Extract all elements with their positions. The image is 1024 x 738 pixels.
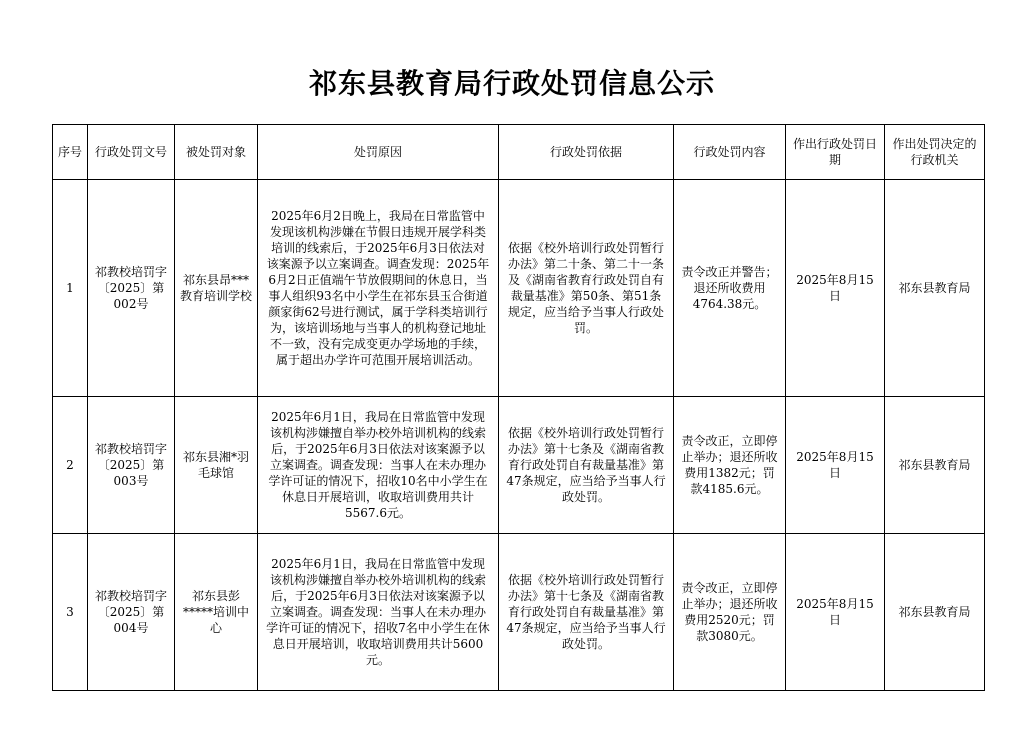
cell-doc-no: 祁教校培罚字〔2025〕第003号 (88, 397, 175, 534)
header-authority: 作出处罚决定的行政机关 (885, 125, 985, 180)
cell-content: 责令改正，立即停止举办；退还所收费用2520元；罚款3080元。 (674, 534, 786, 691)
cell-date: 2025年8月15日 (786, 397, 885, 534)
cell-reason: 2025年6月1日，我局在日常监管中发现该机构涉嫌擅自举办校外培训机构的线索后，于2025年6月3日依法对该案源予以立案调查。调查发现：当事人在未办理办学许可证的情况下，招收10名中小学生在休息日开展培训，收取培训费用共计5567.6元。 (258, 397, 499, 534)
cell-content: 责令改正并警告；退还所收费用4764.38元。 (674, 180, 786, 397)
table-header-row (53, 125, 985, 180)
cell-doc-no: 祁教校培罚字〔2025〕第004号 (88, 534, 175, 691)
penalty-table (52, 124, 985, 691)
page-title: 祁东县教育局行政处罚信息公示 (308, 67, 715, 100)
cell-target: 祁东县彭*****培训中心 (175, 534, 258, 691)
cell-content: 责令改正，立即停止举办；退还所收费用1382元；罚款4185.6元。 (674, 397, 786, 534)
header-date: 作出行政处罚日期 (786, 125, 885, 180)
header-reason: 处罚原因 (258, 125, 499, 180)
header-basis: 行政处罚依据 (499, 125, 674, 180)
cell-reason: 2025年6月1日，我局在日常监管中发现该机构涉嫌擅自举办校外培训机构的线索后，于2025年6月3日依法对该案源予以立案调查。调查发现：当事人在未办理办学许可证的情况下，招收7名中小学生在休息日开展培训，收取培训费用共计5600元。 (258, 534, 499, 691)
header-doc-no: 行政处罚文号 (88, 125, 175, 180)
cell-basis: 依据《校外培训行政处罚暂行办法》第十七条及《湖南省教育行政处罚自有裁量基准》第47条规定，应当给予当事人行政处罚。 (499, 534, 674, 691)
cell-authority: 祁东县教育局 (885, 180, 985, 397)
cell-authority: 祁东县教育局 (885, 397, 985, 534)
cell-index: 2 (53, 397, 88, 534)
cell-target: 祁东县湘*羽毛球馆 (175, 397, 258, 534)
cell-target: 祁东县昂***教育培训学校 (175, 180, 258, 397)
table-row (53, 397, 985, 534)
header-content: 行政处罚内容 (674, 125, 786, 180)
header-index: 序号 (53, 125, 88, 180)
table-row (53, 180, 985, 397)
cell-basis: 依据《校外培训行政处罚暂行办法》第十七条及《湖南省教育行政处罚自有裁量基准》第47条规定，应当给予当事人行政处罚。 (499, 397, 674, 534)
cell-doc-no: 祁教校培罚字〔2025〕第002号 (88, 180, 175, 397)
table-row (53, 534, 985, 691)
cell-index: 1 (53, 180, 88, 397)
cell-basis: 依据《校外培训行政处罚暂行办法》第二十条、第二十一条及《湖南省教育行政处罚自有裁量基准》第50条、第51条规定，应当给予当事人行政处罚。 (499, 180, 674, 397)
cell-reason: 2025年6月2日晚上，我局在日常监管中发现该机构涉嫌在节假日违规开展学科类培训的线索后，于2025年6月3日依法对该案源予以立案调查。调查发现：2025年6月2日正值端午节放假期间的休息日，当事人组织93名中小学生在祁东县玉合街道颜家街62号进行测试，属于学科类培训行为，该培训场地与当事人的机构登记地址不一致，没有完成变更办学场地的手续，属于超出办学许可范围开展培训活动。 (258, 180, 499, 397)
cell-date: 2025年8月15日 (786, 534, 885, 691)
cell-authority: 祁东县教育局 (885, 534, 985, 691)
header-target: 被处罚对象 (175, 125, 258, 180)
cell-date: 2025年8月15日 (786, 180, 885, 397)
cell-index: 3 (53, 534, 88, 691)
